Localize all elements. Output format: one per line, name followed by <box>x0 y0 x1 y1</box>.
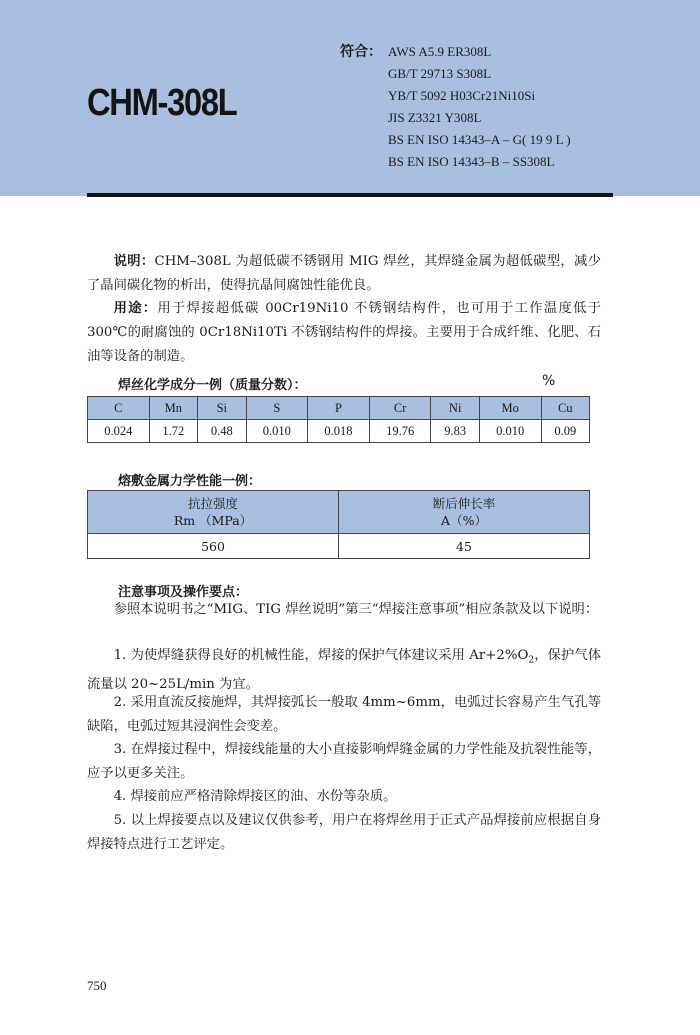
chemical-unit: % <box>542 373 556 389</box>
mechanical-header-row <box>88 491 590 534</box>
description-paragraph <box>87 250 601 298</box>
description-text: CHM–308L 为超低碳不锈钢用 MIG 焊丝，其焊缝金属为超低碳型，减少了晶间碳化物的析出，使得抗晶间腐蚀性能优良。 <box>87 254 601 293</box>
usage-paragraph <box>87 297 601 369</box>
note-item-1-text-a: 1. 为使焊缝获得良好的机械性能，焊接的保护气体建议采用 Ar+2%O <box>113 648 529 663</box>
note-item-1-text-b: ，保护气体流量以 20~25L/min 为宜。 <box>87 648 601 692</box>
element-header: S <box>246 397 308 420</box>
product-title: CHM-308L <box>87 82 237 124</box>
mechanical-value-row <box>88 534 590 559</box>
element-value: 0.48 <box>198 420 246 443</box>
notes-intro: 参照本说明书之“MIG、TIG 焊丝说明”第三“焊接注意事项”相应条款及以下说明： <box>113 602 599 617</box>
element-value: 9.83 <box>431 420 479 443</box>
standard-item: GB/T 29713 S308L <box>388 66 492 81</box>
usage-label: 用途： <box>113 301 158 316</box>
description-label: 说明： <box>113 254 155 269</box>
element-value: 0.010 <box>246 420 308 443</box>
note-item-1-subscript: 2 <box>528 655 535 666</box>
standard-item: JIS Z3321 Y308L <box>388 110 482 125</box>
element-header: Ni <box>431 397 479 420</box>
element-header: Cr <box>369 397 431 420</box>
element-header: Cu <box>541 397 589 420</box>
standard-item: AWS A5.9 ER308L <box>388 44 492 59</box>
element-value: 19.76 <box>369 420 431 443</box>
element-value: 0.010 <box>479 420 541 443</box>
chemical-header-row <box>88 397 590 420</box>
notes-title: 注意事项及操作要点： <box>118 585 249 600</box>
standards-label: 符合： <box>340 44 382 60</box>
element-value: 0.09 <box>541 420 589 443</box>
note-item-4: 4. 焊接前应严格清除焊接区的油、水份等杂质。 <box>113 789 397 804</box>
element-value: 1.72 <box>149 420 197 443</box>
elongation-unit: A（%） <box>441 513 487 528</box>
note-item-2: 2. 采用直流反接施焊，其焊接弧长一般取 4mm~6mm，电弧过长容易产生气孔等缺陷，电弧过短其浸润性会变差。 <box>87 695 601 734</box>
element-header: Si <box>198 397 246 420</box>
element-header: Mn <box>149 397 197 420</box>
standard-item: YB/T 5092 H03Cr21Ni10Si <box>388 88 536 103</box>
page-number: 750 <box>87 978 107 993</box>
standards-list <box>388 41 571 173</box>
element-value: 0.024 <box>88 420 150 443</box>
mechanical-title: 熔敷金属力学性能一例： <box>118 474 262 489</box>
elongation-value: 45 <box>339 534 590 559</box>
elongation-name: 断后伸长率 <box>432 496 496 511</box>
mechanical-table <box>87 490 590 559</box>
tensile-name: 抗拉强度 <box>187 496 238 511</box>
standard-item: BS EN ISO 14343–B – SS308L <box>388 154 555 169</box>
note-item-1 <box>87 644 601 697</box>
element-value: 0.018 <box>308 420 370 443</box>
tensile-value: 560 <box>88 534 339 559</box>
elongation-header <box>339 491 590 534</box>
element-header: C <box>88 397 150 420</box>
header-divider <box>87 193 613 197</box>
element-header: Mo <box>479 397 541 420</box>
chemical-title: 焊丝化学成分一例（质量分数）： <box>118 378 307 393</box>
note-item-3: 3. 在焊接过程中，焊接线能量的大小直接影响焊缝金属的力学性能及抗裂性能等，应予以更多关注。 <box>87 742 601 781</box>
standard-item: BS EN ISO 14343–A – G( 19 9 L ) <box>388 132 571 147</box>
chemical-value-row <box>88 420 590 443</box>
element-header: P <box>308 397 370 420</box>
tensile-unit: Rm （MPa） <box>173 513 253 528</box>
usage-text: 用于焊接超低碳 00Cr19Ni10 不锈钢结构件，也可用于工作温度低于 300℃的耐腐蚀的 0Cr18Ni10Ti 不锈钢结构件的焊接。主要用于合成纤维、化肥、石油等设备的制造。 <box>87 301 601 364</box>
note-item-5: 5. 以上焊接要点以及建议仅供参考，用户在将焊丝用于正式产品焊接前应根据自身焊接特点进行工艺评定。 <box>87 813 601 852</box>
chemical-table <box>87 396 590 443</box>
tensile-header <box>88 491 339 534</box>
